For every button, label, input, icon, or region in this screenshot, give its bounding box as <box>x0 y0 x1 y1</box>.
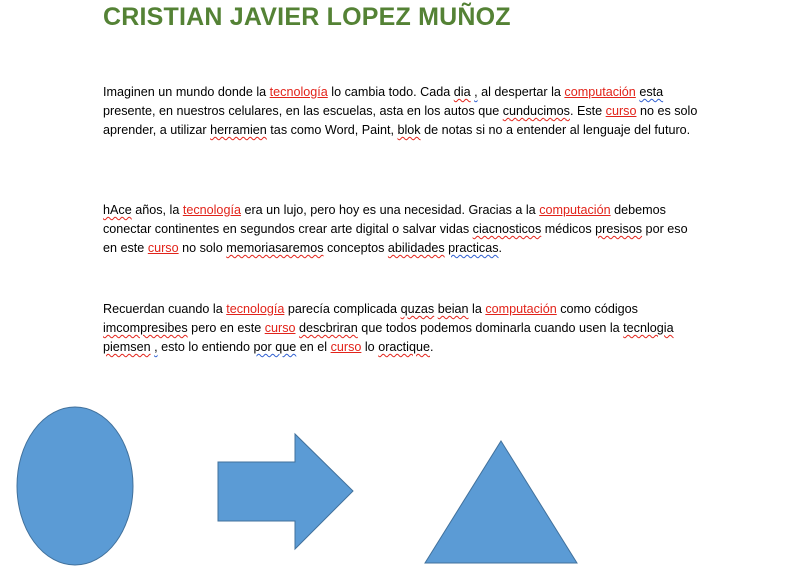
text-run: que todos podemos dominarla cuando usen la <box>357 321 624 335</box>
grammar-flagged-word: esta <box>639 85 664 99</box>
triangle-shape[interactable] <box>425 441 577 563</box>
text-run: Imaginen un mundo donde la <box>103 85 270 99</box>
misspelled-word: abilidades <box>387 241 445 255</box>
highlighted-word: curso <box>605 104 637 118</box>
highlighted-word: computación <box>485 302 557 316</box>
text-run: Recuerdan cuando la <box>103 302 227 316</box>
highlighted-word: tecnología <box>182 203 241 217</box>
misspelled-word: memoriasaremos <box>226 241 324 255</box>
text-run: años, la <box>131 203 183 217</box>
text-run: . <box>498 241 503 255</box>
text-run: no es solo aprender, a utilizar <box>103 104 698 137</box>
grammar-flagged-word: , <box>154 340 158 354</box>
text-run: pero en este <box>187 321 265 335</box>
text-run: . <box>430 340 434 354</box>
misspelled-word: cunducimos <box>502 104 570 118</box>
text-run: no solo <box>178 241 227 255</box>
misspelled-word: oractique <box>378 340 430 354</box>
text-run: era un lujo, pero hoy es una necesidad. Gracias a la <box>240 203 540 217</box>
misspelled-word: herramien <box>210 123 267 137</box>
misspelled-word: quzas <box>400 302 435 316</box>
misspelled-word: hAce <box>103 203 132 217</box>
misspelled-word: ciacnosticos <box>472 222 542 236</box>
grammar-flagged-word: , <box>474 85 478 99</box>
highlighted-word: computación <box>539 203 611 217</box>
right-arrow-shape[interactable] <box>218 434 353 549</box>
text-run: tas como Word, Paint, <box>266 123 398 137</box>
grammar-flagged-word: por que <box>253 340 297 354</box>
text-run: presente, en nuestros celulares, en las escuelas, asta en los autos que <box>103 104 503 118</box>
text-run: de notas si no a entender al lenguaje del futuro. <box>420 123 691 137</box>
text-run: lo cambia todo. Cada <box>327 85 454 99</box>
misspelled-word: descbriran <box>299 321 358 335</box>
text-run: como códigos <box>556 302 638 316</box>
ellipse-shape[interactable] <box>17 407 133 565</box>
misspelled-word: blok <box>397 123 421 137</box>
misspelled-word: dia <box>453 85 471 99</box>
highlighted-word: tecnología <box>226 302 285 316</box>
highlighted-word: curso <box>330 340 362 354</box>
misspelled-word: beian <box>437 302 469 316</box>
misspelled-word: imcompresibes <box>103 321 188 335</box>
text-run: debemos conectar continentes en segundos crear arte digital o salvar vidas <box>103 203 666 236</box>
text-run: en el <box>296 340 331 354</box>
text-run: por eso en este <box>103 222 688 255</box>
misspelled-word: presisos <box>595 222 643 236</box>
highlighted-word: tecnología <box>269 85 328 99</box>
text-run: conceptos <box>323 241 388 255</box>
text-run: lo <box>361 340 379 354</box>
misspelled-word: piemsen <box>103 340 151 354</box>
misspelled-word: tecnlogia <box>623 321 674 335</box>
highlighted-word: curso <box>264 321 296 335</box>
text-run: esto lo entiendo <box>157 340 254 354</box>
text-run: al despertar la <box>477 85 565 99</box>
document-title: CRISTIAN JAVIER LOPEZ MUÑOZ <box>103 3 511 31</box>
grammar-flagged-word: practicas <box>448 241 499 255</box>
highlighted-word: curso <box>147 241 179 255</box>
text-run: parecía complicada <box>284 302 401 316</box>
highlighted-word: computación <box>564 85 636 99</box>
text-run: . Este <box>569 104 606 118</box>
text-run: médicos <box>541 222 596 236</box>
text-run: la <box>468 302 486 316</box>
